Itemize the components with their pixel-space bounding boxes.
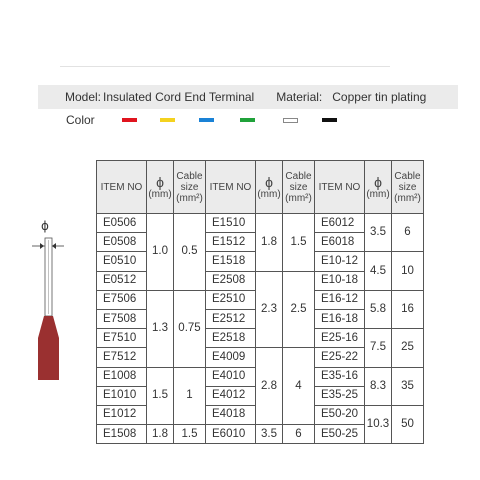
phi-cell: 1.0 <box>147 214 174 291</box>
header-divider <box>60 66 390 67</box>
phi-cell: 8.3 <box>365 367 392 405</box>
header-item-no-1: ITEM NO <box>97 161 147 214</box>
item-cell: E25-16 <box>315 329 365 348</box>
size-cell: 1.5 <box>283 214 315 272</box>
phi-cell: 3.5 <box>365 214 392 252</box>
item-cell: E10-12 <box>315 252 365 271</box>
size-cell: 1 <box>174 367 206 425</box>
item-cell: E25-22 <box>315 348 365 367</box>
item-cell: E4009 <box>206 348 256 367</box>
size-cell: 6 <box>283 425 315 444</box>
phi-cell: 5.8 <box>365 290 392 328</box>
item-cell: E16-18 <box>315 309 365 328</box>
header-item-no-2: ITEM NO <box>206 161 256 214</box>
phi-cell: 1.5 <box>147 367 174 425</box>
size-cell: 0.5 <box>174 214 206 291</box>
sleeve-collar <box>38 316 59 338</box>
item-cell: E1512 <box>206 233 256 252</box>
table-header-row <box>97 161 424 214</box>
item-cell: E35-25 <box>315 386 365 405</box>
phi-cell: 1.8 <box>256 214 283 272</box>
header-phi-1: ϕ (mm) <box>147 161 174 214</box>
item-cell: E2512 <box>206 309 256 328</box>
item-cell: E0512 <box>97 271 147 290</box>
item-cell: E50-25 <box>315 425 365 444</box>
item-cell: E2518 <box>206 329 256 348</box>
item-cell: E10-18 <box>315 271 365 290</box>
size-cell: 16 <box>392 290 424 328</box>
item-cell: E1518 <box>206 252 256 271</box>
table-row <box>97 214 424 233</box>
header-phi-2: ϕ (mm) <box>256 161 283 214</box>
phi-cell: 7.5 <box>365 329 392 367</box>
item-cell: E7508 <box>97 309 147 328</box>
item-cell: E50-20 <box>315 405 365 424</box>
color-swatch-black <box>322 118 337 122</box>
phi-cell: 3.5 <box>256 425 283 444</box>
item-cell: E7506 <box>97 290 147 309</box>
item-cell: E0510 <box>97 252 147 271</box>
item-cell: E6010 <box>206 425 256 444</box>
item-cell: E1012 <box>97 405 147 424</box>
dimension-arrow-left <box>40 243 44 249</box>
color-swatch-green <box>240 118 255 122</box>
color-row <box>66 112 95 128</box>
size-cell: 25 <box>392 329 424 367</box>
size-cell: 10 <box>392 252 424 290</box>
item-cell: E2510 <box>206 290 256 309</box>
header-phi-3: ϕ (mm) <box>365 161 392 214</box>
header-item-no-3: ITEM NO <box>315 161 365 214</box>
terminal-diagram <box>28 216 88 386</box>
item-cell: E0508 <box>97 233 147 252</box>
item-cell: E35-16 <box>315 367 365 386</box>
size-cell: 1.5 <box>174 425 206 444</box>
header-cable-size-1: Cable size (mm²) <box>174 161 206 214</box>
item-cell: E2508 <box>206 271 256 290</box>
item-cell: E1008 <box>97 367 147 386</box>
item-cell: E4010 <box>206 367 256 386</box>
size-cell: 0.75 <box>174 290 206 367</box>
item-cell: E0506 <box>97 214 147 233</box>
header-cable-size-2: Cable size (mm²) <box>283 161 315 214</box>
item-cell: E1508 <box>97 425 147 444</box>
material-label: Material: <box>276 90 323 104</box>
item-cell: E1510 <box>206 214 256 233</box>
item-cell: E6012 <box>315 214 365 233</box>
item-cell: E4012 <box>206 386 256 405</box>
material-value: Copper tin plating <box>332 90 427 104</box>
item-cell: E6018 <box>315 233 365 252</box>
item-cell: E7512 <box>97 348 147 367</box>
color-swatch-yellow <box>160 118 175 122</box>
color-swatch-blue <box>199 118 214 122</box>
color-swatch-white <box>283 118 298 123</box>
phi-cell: 2.3 <box>256 271 283 348</box>
dimension-arrow-right <box>52 243 56 249</box>
phi-cell: 10.3 <box>365 405 392 443</box>
size-cell: 6 <box>392 214 424 252</box>
phi-cell: 1.3 <box>147 290 174 367</box>
size-cell: 35 <box>392 367 424 405</box>
item-cell: E1010 <box>97 386 147 405</box>
model-value: Insulated Cord End Terminal <box>103 90 255 104</box>
item-cell: E4018 <box>206 405 256 424</box>
size-cell: 50 <box>392 405 424 443</box>
size-cell: 4 <box>283 348 315 425</box>
color-swatch-red <box>122 118 137 122</box>
item-cell: E7510 <box>97 329 147 348</box>
insulation-sleeve <box>38 338 59 380</box>
color-label: Color <box>66 113 95 127</box>
model-label: Model: <box>65 90 102 104</box>
phi-cell: 1.8 <box>147 425 174 444</box>
header-cable-size-3: Cable size (mm²) <box>392 161 424 214</box>
phi-cell: 2.8 <box>256 348 283 425</box>
phi-symbol: ϕ <box>41 219 49 233</box>
item-cell: E16-12 <box>315 290 365 309</box>
phi-cell: 4.5 <box>365 252 392 290</box>
model-bar <box>38 85 458 109</box>
spec-table <box>96 160 424 444</box>
size-cell: 2.5 <box>283 271 315 348</box>
